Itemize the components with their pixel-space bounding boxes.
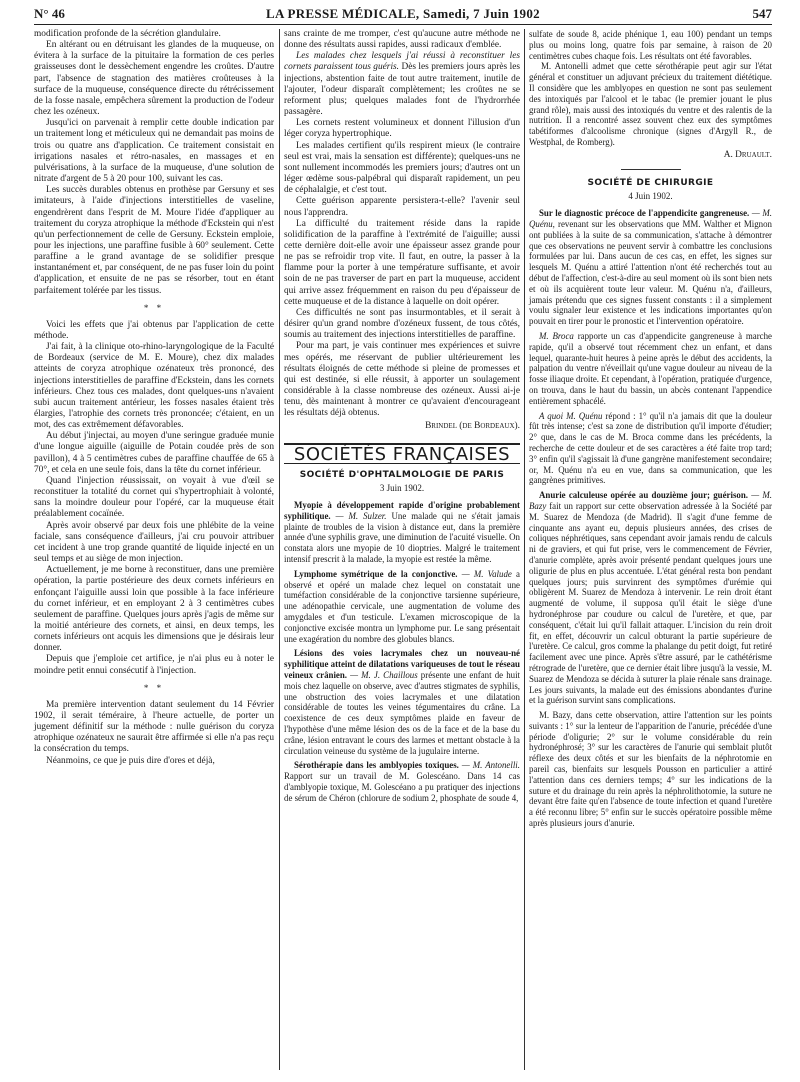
paragraph: Jusqu'ici on parvenait à remplir cette double indication par un traitement long et méticuleux qui ne demandait pas moins de trois ou quatre ans d'application. Ce traitement consistait en irrigations nasales et rétro-nasales, en massages et en pulvérisations, à la surface de la muqueuse, d'une solution de nitrate d'argent de 5 à 20 pour 100, suivant les cas. — [34, 118, 274, 185]
paragraph — [284, 760, 520, 803]
section-separator: * * — [143, 302, 165, 313]
paragraph: Cette guérison apparente persistera-t-elle? l'avenir seul nous l'apprendra. — [284, 196, 520, 218]
column-divider — [279, 29, 280, 1070]
paragraph: En altérant ou en détruisant les glandes de la muqueuse, on évitera à la surface de la pituitaire la formation de ces perles graisseuses dont le dessèchement engendre les croûtes. D'autre part, l'absence de stagnation des matières croûteuses à la surface de la muqueuse, conséquence directe du rétrécissement de la fosse nasale, empêchera sûrement la production de l'odeur chez les ozéneux. — [34, 40, 274, 118]
paragraph: Pour ma part, je vais continuer mes expériences et suivre mes opérés, me réservant de publier ultérieurement les résultats éloignés de cette méthode si pleine de promesses et qui est destinée, si elle réussit, à apporter un soulagement considérable à la classe nombreuse des ozéneux. Aussi ai-je tenu, dès maintenant à montrer ce qu'avaient d'encourageant les résultats déjà obtenus. — [284, 341, 520, 419]
report-item — [529, 331, 772, 407]
report-author: — M. Sulzer. — [330, 510, 387, 521]
report-item — [284, 500, 520, 565]
session-date: 4 Juin 1902. — [628, 191, 673, 202]
paragraph: Quand l'injection réussissait, on voyait à vue d'œil se reconstituer la totalité du cornet qui s'hypertrophiait à volonté, sans la moindre douleur pour l'opéré, car la muqueuse était préalablement cocaïnée. — [34, 475, 274, 520]
section-separator: * * — [143, 682, 165, 693]
column-1 — [34, 29, 274, 767]
report-title: Sur le diagnostic précoce de l'appendicite gangreneuse. — [539, 208, 750, 219]
report-author: — M. Antonelli. — [458, 760, 520, 771]
paragraph: Depuis que j'emploie cet artifice, je n'ai plus eu à noter le moindre petit ennui consécutif à l'injection. — [34, 654, 274, 676]
report-author: M. Broca — [539, 331, 574, 341]
column-divider — [524, 29, 525, 1070]
paragraph: Les succès durables obtenus en prothèse par Gersuny et ses imitateurs, à l'aide d'injections interstitielles de vaseline, engendrèrent dans l'esprit de M. Moure l'idée d'appliquer au traitement du coryza atrophique la méthode d'Eckstein qui n'est qu'un perfectionnement de celle de Gersuny. Eckstein emploie, pour les injections, une paraffine fusible à 60° seulement. Cette paraffine a le grand avantage de se solidifier presque instantanément et, par conséquent, de ne pas fuser loin du point d'application, et ensuite de ne pas se résorber, tout en étant parfaitement tolérée par les tissus. — [34, 185, 274, 296]
page-header — [34, 6, 772, 25]
paragraph: Voici les effets que j'ai obtenus par l'application de cette méthode. — [34, 319, 274, 341]
report-item — [529, 710, 772, 829]
report-author: A quoi M. Quénu — [539, 410, 603, 421]
paragraph — [284, 648, 520, 756]
paragraph — [284, 51, 520, 118]
paragraph — [529, 710, 772, 829]
report-title: Anurie calculeuse opérée au douzième jour; guérison. — [539, 490, 748, 501]
report-text: Une malade qui ne s'était jamais plainte de troubles de la vision à distance eut, dans la première année d'une syphilis grave, une diminution de l'acuité visuelle. On constata alors une myopie de 10 dioptries. Malgré le traitement intensif prescrit à la malade, la myopie est restée la même. — [284, 510, 520, 565]
journal-title: LA PRESSE MÉDICALE, Samedi, 7 Juin 1902 — [266, 6, 540, 21]
report-text: rapporte un cas d'appendicite gangreneuse à marche rapide, qu'il a observé tout récemment chez un enfant, et dans lequel, quarante-huit heures à peine après le début des accidents, la palpation du ventre n'éveillait qu'une vague douleur au niveau de la fosse iliaque droite. Et cependant, à l'opération, pratiquée d'urgence, on trouva, dans le haut du bassin, un abcès contenant l'appendice entièrement sphacélé. — [529, 331, 772, 406]
paragraph — [529, 490, 772, 706]
paragraph: Ma première intervention datant seulement du 14 Février 1902, il serait téméraire, à l'heure actuelle, de porter un jugement définitif sur la méthode : nulle guérison du coryza atrophique ozénateux ne saurait être affirmée si elle n'a pas reçu la consécration du temps. — [34, 699, 274, 755]
report-text: Rapport sur un travail de M. Golescéano. Dans 14 cas d'amblyopie toxique, M. Golescéano a pu pratiquer des injections de sérum de Chéron (chlorure de sodium 2, phosphate de soude 4, — [284, 771, 520, 803]
report-list — [284, 500, 520, 804]
report-author: — M. J. Chaillous — [347, 670, 418, 681]
paragraph: M. Antonelli admet que cette sérothérapie peut agir sur l'état général et constituer un adjuvant précieux du traitement diététique. Il considère que les amblyopes en question ne sont pas seulement des intoxiqués par l'alcool et le tabac (le premier jouant le plus grand rôle), mais aussi des intoxiqués du ventre et des ralentis de la nutrition. Il a rencontré assez souvent chez eux des symptômes tabétiformes d'alcoolisme chronique (signes d'Argyll R., de Westphal, de Romberg). — [529, 61, 772, 147]
emphasis: Les malades chez lesquels j'ai réussi à reconstituer les cornets paraissent tous guéris. — [284, 51, 520, 73]
report-text: a observé et opéré un malade chez lequel on constatait une tuméfaction considérable de la conjonctive tarsienne supérieure, une adénopathie cervicale, une augmentation de volume des amygdales et d'un testicule. L'examen microscopique de la conjonctive excisée montra un lymphome pur. Le sang présentait une exagération du nombre des globules blancs. — [284, 568, 520, 644]
report-title: Lymphome symétrique de la conjonctive. — [294, 568, 458, 579]
paragraph: Au début j'injectai, au moyen d'une seringue graduée munie d'une longue aiguille (aiguille de Potain coudée près de son pavillon), 4 à 5 centimètres cubes de paraffine chauffée de 65 à 70°, et cela en une seule fois, dans la tête du cornet inférieur. — [34, 431, 274, 475]
report-title: Myopie à développement rapide d'origine probablement syphilitique. — [284, 500, 520, 521]
report-text: fait un rapport sur cette observation adressée à la Société par M. Suarez de Mendoza (de Madrid). Il s'agit d'une femme de cinquante ans ayant eu, depuis plusieurs années, des crises de coliques néphrétiques, sans cependant avoir jamais rendu de calculs ni de graviers, et qui fut prise, vers le commencement de Février, d'anurie complète, après avoir présenté pendant quelques jours une oligurie de plus en plus accentuée. L'état général resta bon pendant quelques jours; puis survinrent des symptômes d'urémie qui obligèrent M. Suarez de Mendoza à intervenir. Le rein droit étant augmenté de volume, il supposa qu'il était le siège d'une hydronéphrose par coudure ou calcul de l'uretère, et que, par conséquent, c'était lui qu'il fallait attaquer. L'incision du rein droit fit, en effet, découvrir un calcul obturant la partie supérieure de l'uretère. Ce calcul, gros comme la phalange du petit doigt, fut retiré facilement avec une pince. Après s'être assuré, par le cathétérisme rétrograde de l'uretère, que ce dernier était libre jusqu'à la vessie, M. Suarez de Mendoza se décida à suturer la plaie rénale sans drainage. Les jours suivants, la malade eut des émissions abondantes d'urine et la guérison survint sans complications. — [529, 500, 772, 706]
column-3 — [529, 29, 772, 833]
text: Dès les premiers jours après les injections, abstention faite de tout autre traitement, inutile de l'ajouter, l'odeur disparaît complètement; les croûtes ne se reforment plus; quelques malades font de l'hydrorrhée passagère. — [284, 62, 520, 118]
paragraph: Actuellement, je me borne à reconstituer, dans une première opération, la partie postérieure des deux cornets inférieurs en enfonçant l'aiguille aussi loin que possible à la face inférieure du cornet inférieur, et en employant 2 à 3 centimètres cubes seulement de paraffine. Quelques jours après j'agis de même sur la moitié antérieure des cornets, et ainsi, en deux temps, les cornets inférieurs ont acquis les dimensions que je désirais leur donner. — [34, 565, 274, 654]
paragraph — [529, 208, 772, 327]
session-date: 3 Juin 1902. — [379, 482, 425, 493]
paragraph: sans crainte de me tromper, c'est qu'aucune autre méthode ne donne des résultats aussi rapides, aussi radicaux d'emblée. — [284, 29, 520, 51]
society-title: SOCIÉTÉ D'OPHTALMOLOGIE DE PARIS — [299, 469, 505, 480]
divider — [621, 169, 681, 170]
author-signature: A. Druault. — [723, 149, 772, 160]
author-signature: Brindel (de Bordeaux). — [425, 421, 520, 432]
paragraph — [284, 500, 520, 565]
paragraph: La difficulté du traitement réside dans la rapide solidification de la paraffine à l'extrémité de l'aiguille; aussi cette dernière doit-elle avoir une épaisseur assez grande pour ne pas se refroidir trop vite. Il faut, en outre, la passer à la flamme pour la porter à une température suffisante, et avoir soin de ne pas traverser de part en part la muqueuse, accident qui arrive assez fréquemment en raison du peu d'épaisseur de cette muqueuse et de la distance à laquelle on doit opérer. — [284, 218, 520, 307]
column-2 — [284, 29, 520, 808]
paragraph: Les malades certifient qu'ils respirent mieux (le contraire seul est vrai, mais la sensation est différente); quelques-uns ne sont nullement incommodés les premiers jours; d'autres ont un léger œdème sous-palpébral qui disparaît rapidement, un peu de céphalalgie, et c'est tout. — [284, 140, 520, 196]
report-text: répond : 1° qu'il n'a jamais dit que la douleur fût très intense; c'est sa zone de distribution qu'il importe d'étudier; 2° que, dans le cas de M. Broca comme dans les précédents, la recherche de cette douleur et de ses caractères a été faite trop tard; 3° enfin qu'il s'agissait là d'une gangrène manifestement secondaire; or, M. Quénu n'a eu en vue, dans sa communication, que les gangrènes primitives. — [529, 410, 773, 486]
report-item — [529, 490, 772, 706]
report-text: revenant sur les observations que MM. Walther et Mignon ont publiées à la suite de sa communication, s'attache à démontrer que ces observations ne peuvent servir à combattre les conclusions formulées par lui. Dans aucun de ces cas, en effet, les signes sur lesquels M. Quénu a attiré l'attention n'ont été recherchés tout au début de l'affection, c'est-à-dire au seul moment où ils sont bien nets et où ils acquièrent toute leur valeur. M. Quénu n'a, d'ailleurs, jamais prétendu que ces signes fussent constants : il a simplement voulu signaler leur existence et les indications importantes qu'on pouvait en tirer pour le pronostic et l'intervention opératoire. — [529, 219, 772, 327]
report-item — [284, 648, 520, 756]
report-list — [529, 208, 772, 829]
report-item — [284, 569, 520, 645]
report-title: Sérothérapie dans les amblyopies toxiques. — [294, 760, 459, 771]
paragraph: Néanmoins, ce que je puis dire d'ores et déjà, — [46, 755, 215, 766]
paragraph: sulfate de soude 8, acide phénique 1, eau 100) pendant un temps plus ou moins long, quatre fois par semaine, à raison de 20 centimètres cubes chaque fois. Les résultats ont été favorables. — [529, 29, 772, 61]
report-author: — M. Bazy — [529, 490, 772, 511]
report-item — [284, 760, 520, 803]
paragraph — [284, 569, 520, 645]
report-item — [529, 411, 772, 487]
report-continuation — [529, 29, 772, 148]
page-number: 547 — [752, 6, 772, 21]
paragraph: Les cornets restent volumineux et donnent l'illusion d'un léger coryza hypertrophique. — [284, 118, 520, 140]
paragraph: J'ai fait, à la clinique oto-rhino-laryngologique de la Faculté de Bordeaux (service de M. E. Moure), chez dix malades atteints de coryza atrophique ozénateux très prononcé, des injections interstitielles de paraffine d'Eckstein, dans les cornets inférieurs. Chez tous ces malades, dont quelques-uns n'avaient subi aucun traitement antérieur, les fosses nasales étaient très élargies, l'atrophie des cornets très prononcée; c'étaient, en un mot, des cas extrêmement défavorables. — [34, 342, 274, 431]
report-item — [529, 208, 772, 327]
report-author: — M. Valude — [457, 568, 512, 579]
issue-number: N° 46 — [34, 6, 65, 21]
report-text: présente une enfant de huit mois chez laquelle on observe, avec d'autres stigmates de syphilis, une obstruction des voies lacrymales et une dilatation considérable de toutes les veines tégumentaires du crâne. La coexistence de ces deux symptômes plaide en faveur de l'hypothèse d'une même lésion des os de la face et de la base du crâne, lésion entravant le cours des larmes et mettant obstacle à la circulation veineuse du système de la jugulaire interne. — [284, 670, 521, 756]
paragraph: Après avoir observé par deux fois une phlébite de la veine faciale, sans conséquence d'ailleurs, j'ai cru pouvoir attribuer cet incident à une trop grande quantité de liquide injecté en un seul temps et au siège de mon injection. — [34, 520, 274, 565]
paragraph: modification profonde de la sécrétion glandulaire. — [34, 29, 221, 39]
society-title: SOCIÉTÉ DE CHIRURGIE — [587, 177, 714, 188]
report-text: M. Bazy, dans cette observation, attire l'attention sur les points suivants : 1° sur la lenteur de l'apparition de l'anurie, précédée d'une période d'oligurie; 2° sur le volume considérable du rein hydronéphrosé; 3° sur les caractères de l'anurie qui semblait plutôt réflexe des deux côtés et sur les bienfaits de la néphrotomie en pareil cas, bienfaits sur lesquels Pousson en particulier a attiré l'attention dans ces derniers temps; 4° sur les indications de la suture et du drainage du rein après la néphrolithotomie, la suture ne devant être faite qu'en l'absence de toute infection et quand l'uretère a été reconnu libre; 5° enfin sur le succès opératoire possible même après plusieurs jours d'anurie. — [529, 710, 772, 829]
paragraph — [529, 411, 772, 487]
report-author: — M. Quénu, — [529, 208, 772, 230]
report-title: Lésions des voies lacrymales chez un nouveau-né syphilitique atteint de dilatations variqueuses de tout le réseau veineux crânien. — [284, 648, 520, 681]
paragraph — [529, 331, 772, 407]
paragraph: Ces difficultés ne sont pas insurmontables, et il serait à désirer qu'un grand nombre d'ozéneux fussent, de tous côtés, soumis au traitement des injections interstitielles de paraffine. — [284, 307, 520, 341]
section-banner: SOCIÉTÉS FRANÇAISES — [284, 443, 520, 464]
